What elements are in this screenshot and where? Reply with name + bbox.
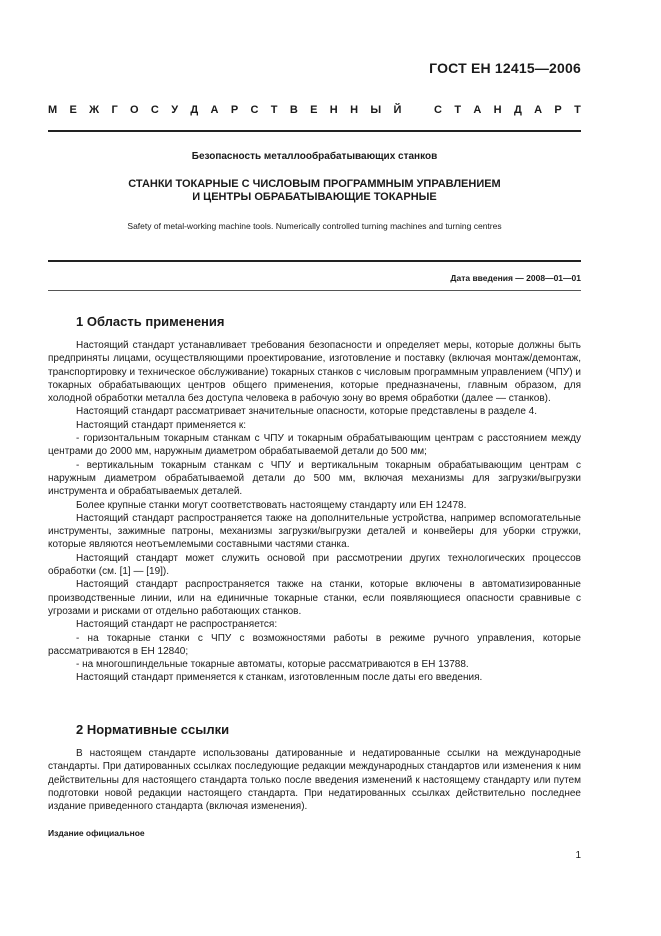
- paragraph: В настоящем стандарте использованы датированные и недатированные ссылки на международные стандарты. При датированных ссылках последующие редакции международных стандартов или изменения к ним действительны для настоящего стандарта только после введения изменений к настоящему стандарту или путем подготовки новой редакции настоящего стандарта. При недатированных ссылках действительно последнее издание приведенного стандарта (включая изменения).: [48, 748, 581, 813]
- list-item: - на многошпиндельные токарные автоматы, которые рассматриваются в ЕН 13788.: [76, 659, 469, 671]
- banner-letter: С: [150, 104, 159, 116]
- paragraph: Настоящий стандарт может служить основой при рассмотрении других технологических процессов обработки (см. [1] — [19]).: [48, 552, 581, 578]
- banner-letter: В: [289, 104, 298, 116]
- section-heading-normative-references: 2 Нормативные ссылки: [76, 722, 230, 737]
- banner-letter: Д: [190, 104, 199, 116]
- paragraph: Настоящий стандарт применяется к станкам, изготовленным после даты его введения.: [76, 672, 483, 684]
- banner-letter: Н: [493, 104, 502, 116]
- list-item: - на токарные станки с ЧПУ с возможностями работы в режиме ручного управления, которые рассматриваются в ЕН 12840;: [48, 632, 581, 657]
- standard-title-line2: И ЦЕНТРЫ ОБРАБАТЫВАЮЩИЕ ТОКАРНЫЕ: [192, 191, 437, 203]
- banner-letter: С: [434, 104, 442, 116]
- page-number: 1: [575, 850, 581, 861]
- standard-subtitle: Безопасность металлообрабатывающих станков: [191, 151, 438, 162]
- banner-letter: А: [210, 104, 219, 116]
- banner-letter: Т: [270, 104, 278, 116]
- banner-gap: [414, 104, 422, 116]
- banner-letter: Р: [230, 104, 239, 116]
- banner-letter: С: [250, 104, 259, 116]
- banner-letter: Е: [310, 104, 318, 116]
- paragraph: Настоящий стандарт не распространяется:: [76, 619, 278, 631]
- official-edition-label: Издание официальное: [48, 828, 145, 838]
- section-body-normative-references: [48, 747, 581, 813]
- banner-letter: Г: [111, 104, 118, 116]
- standard-title: [48, 178, 581, 204]
- banner-letter: Т: [574, 104, 581, 116]
- standard-title-line1: СТАНКИ ТОКАРНЫЕ С ЧИСЛОВЫМ ПРОГРАММНЫМ УПРАВЛЕНИЕМ: [128, 178, 501, 190]
- banner-letter: М: [48, 104, 58, 116]
- banner-letter: Й: [393, 104, 402, 116]
- standard-designation: ГОСТ ЕН 12415—2006: [429, 60, 581, 76]
- header-divider: [48, 130, 581, 132]
- paragraph: Более крупные станки могут соответствовать настоящему стандарту или ЕН 12478.: [76, 499, 467, 511]
- banner-letter: Ы: [370, 104, 382, 116]
- title-divider: [48, 260, 581, 262]
- banner-letter: А: [473, 104, 482, 116]
- banner-letter: Е: [69, 104, 77, 116]
- banner-letter: Д: [513, 104, 522, 116]
- banner-letter: О: [130, 104, 139, 116]
- banner-letter: У: [171, 104, 179, 116]
- paragraph: Настоящий стандарт рассматривает значительные опасности, которые представлены в разделе 4.: [76, 406, 537, 418]
- banner-letter: Н: [350, 104, 359, 116]
- banner-letter: Н: [329, 104, 338, 116]
- list-item: - вертикальным токарным станкам с ЧПУ и вертикальным токарным обрабатывающим центрам с наружным диаметром обрабатываемой детали до 500 мм, включая механизмы для загрузки/выгрузки инструмента и обрабатываемых деталей.: [48, 459, 581, 498]
- introduction-date: Дата введения — 2008—01—01: [450, 273, 581, 283]
- date-divider: [48, 290, 581, 291]
- section-body-scope: [48, 339, 581, 685]
- banner-letter: А: [534, 104, 543, 116]
- banner-letter: Т: [454, 104, 462, 116]
- interstate-standard-banner: [48, 104, 581, 116]
- section-heading-scope: 1 Область применения: [76, 314, 225, 329]
- list-item: - горизонтальным токарным станкам с ЧПУ и токарным обрабатывающим центрам с расстоянием между центрами до 2000 мм, наружным диаметром обрабатываемой детали до 500 мм;: [48, 433, 581, 458]
- paragraph: Настоящий стандарт применяется к:: [76, 419, 247, 431]
- paragraph: Настоящий стандарт распространяется также на дополнительные устройства, например вспомогательные инструменты, зажимные патроны, механизмы загрузки/выгрузки деталей и конвейеры для уборки стружки, которые являются неотъемлемыми составными частями станка.: [48, 512, 581, 551]
- paragraph: Настоящий стандарт распространяется также на станки, которые включены в автоматизированные производственные линии, или на единичные токарные станки, если появляющиеся опасности сравнивые с угрозами и рисками от отдельно работающих станков.: [48, 579, 581, 617]
- standard-title-english: Safety of metal-working machine tools. Numerically controlled turning machines and turning centres: [127, 221, 502, 231]
- banner-letter: Р: [554, 104, 562, 116]
- paragraph: Настоящий стандарт устанавливает требования безопасности и определяет меры, которые должны быть предприняты лицами, осуществляющими проектирование, изготовление и поставку (включая монтаж/демонтаж, транспортировку и техническое обслуживание) токарных станков с числовым программным управлением (ЧПУ) и токарных обрабатывающих центров общего применения, которые предназначены, главным образом, для холодной обработки металла без доступа человека в рабочую зону во время обработки (далее — станков).: [48, 340, 581, 405]
- banner-letter: Ж: [89, 104, 100, 116]
